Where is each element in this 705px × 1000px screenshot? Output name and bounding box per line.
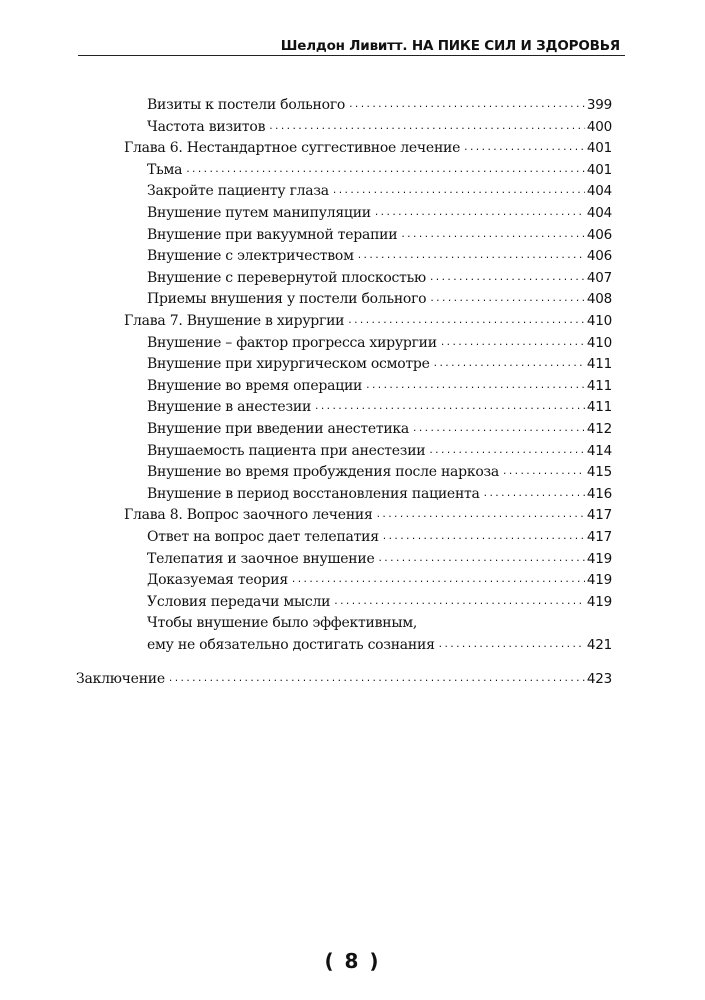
toc-entry-page: 410 <box>586 313 612 329</box>
toc-entry-page: 415 <box>586 464 612 481</box>
toc-leader-dots <box>428 444 584 459</box>
toc-leader-dots <box>168 672 585 687</box>
toc-leader-dots <box>332 184 585 199</box>
toc-leader-dots <box>429 271 585 286</box>
toc-entry-title: Закройте пациенту глаза <box>147 183 329 200</box>
toc-entry[interactable] <box>147 460 612 480</box>
toc-entry-title: Телепатия и заочное внушение <box>147 550 375 567</box>
toc-leader-dots <box>268 120 585 135</box>
toc-entry-page: 412 <box>586 421 612 437</box>
toc-entry-title: Приемы внушения у постели больного <box>147 291 427 308</box>
toc-entry-title: Доказуемая теория <box>147 572 288 589</box>
toc-leader-dots <box>347 314 585 329</box>
toc-entry-title: Визиты к постели больного <box>147 97 346 113</box>
toc-leader-dots <box>400 228 584 243</box>
toc-leader-dots <box>348 98 585 113</box>
toc-entry-title: Внушаемость пациента при анестезии <box>147 442 426 459</box>
toc-entry-title: Условия передачи мысли <box>147 593 331 610</box>
toc-leader-dots <box>333 595 585 610</box>
toc-leader-dots <box>291 573 585 588</box>
toc-entry-page: 410 <box>586 334 612 351</box>
toc-entry-page: 417 <box>586 507 612 524</box>
toc-entry[interactable] <box>147 482 612 502</box>
toc-entry[interactable] <box>147 547 612 567</box>
toc-entry-page: 406 <box>586 226 612 243</box>
toc-leader-dots <box>438 638 585 653</box>
toc-entry[interactable] <box>147 266 612 286</box>
toc-entry-page: 419 <box>586 572 612 589</box>
toc-entry-title: Глава 7. Внушение в хирургии <box>124 313 345 329</box>
toc-entry-page: 417 <box>586 529 612 545</box>
toc-entry-page: 411 <box>586 356 612 373</box>
toc-entry-title: Внушение во время операции <box>147 377 363 394</box>
toc-entry[interactable] <box>147 525 612 545</box>
toc-entry-title: Внушение во время пробуждения после наркоза <box>147 464 500 481</box>
toc-entry[interactable] <box>147 395 612 415</box>
toc-leader-dots <box>502 465 585 480</box>
toc-leader-dots <box>377 552 584 567</box>
toc-entry[interactable] <box>147 115 612 135</box>
toc-entry-title: Внушение при введении анестетика <box>147 421 410 437</box>
toc-entry-title: Внушение с электричеством <box>147 248 354 265</box>
toc-entry-page: 411 <box>586 399 612 416</box>
toc-entry-title: Заключение <box>76 671 165 687</box>
toc-entry[interactable] <box>147 179 612 199</box>
toc-entry-page: 399 <box>586 97 612 113</box>
toc-leader-dots <box>440 336 585 351</box>
toc-entry-page: 421 <box>586 637 612 653</box>
toc-entry-title: Внушение – фактор прогресса хирургии <box>147 334 437 351</box>
toc-entry[interactable] <box>147 201 612 221</box>
toc-entry[interactable] <box>147 633 612 653</box>
toc-entry-title: Тьма <box>147 161 183 178</box>
toc-entry[interactable] <box>147 223 612 243</box>
toc-entry-page: 411 <box>586 377 612 394</box>
toc-entry[interactable] <box>147 417 612 437</box>
running-header: Шелдон Ливитт. НА ПИКЕ СИЛ И ЗДОРОВЬЯ <box>280 38 620 54</box>
toc-entry-title: Внушение при вакуумной терапии <box>147 226 398 243</box>
toc-leader-dots <box>429 292 584 307</box>
toc-entry-page: 404 <box>586 205 612 221</box>
toc-entry-title: Частота визитов <box>147 118 266 135</box>
toc-entry-title: Внушение в анестезии <box>147 399 312 416</box>
toc-entry-title: ему не обязательно достигать сознания <box>147 637 435 653</box>
toc-leader-dots <box>314 400 585 415</box>
page-number: ( 8 ) <box>324 949 381 973</box>
toc-leader-dots <box>463 141 585 156</box>
toc-leader-dots <box>483 487 585 502</box>
toc-chapter-7[interactable] <box>124 309 612 329</box>
toc-leader-dots <box>374 206 585 221</box>
toc-chapter-6[interactable] <box>124 136 612 156</box>
toc-entry-title: Внушение путем манипуляции <box>147 205 371 221</box>
toc-entry-title: Глава 6. Нестандартное суггестивное лечение <box>124 140 461 157</box>
toc-entry[interactable] <box>147 244 612 264</box>
toc-entry-page: 400 <box>586 118 612 135</box>
toc-entry[interactable] <box>147 590 612 610</box>
toc-entry-page: 419 <box>586 550 612 567</box>
header-rule <box>78 55 625 56</box>
toc-leader-dots <box>433 357 585 372</box>
toc-entry-page: 408 <box>586 291 612 308</box>
toc-leader-dots <box>376 508 585 523</box>
toc-leader-dots <box>382 530 585 545</box>
toc-leader-dots <box>412 422 585 437</box>
toc-entry-page: 401 <box>586 161 612 178</box>
toc-entry-page: 406 <box>586 248 612 265</box>
toc-chapter-8[interactable] <box>124 503 612 523</box>
toc-entry-title: Внушение с перевернутой плоскостью <box>147 269 426 286</box>
toc-entry[interactable] <box>147 287 612 307</box>
toc-entry-page: 414 <box>586 442 612 459</box>
toc-entry-page: 419 <box>586 593 612 610</box>
toc-leader-dots <box>357 249 585 264</box>
toc-entry[interactable] <box>147 93 612 113</box>
toc-conclusion[interactable] <box>76 667 612 687</box>
toc-entry[interactable] <box>147 374 612 394</box>
toc-entry[interactable] <box>147 568 612 588</box>
toc-entry-title: Внушение при хирургическом осмотре <box>147 356 430 373</box>
toc-entry-title: Глава 8. Вопрос заочного лечения <box>124 507 373 524</box>
toc-entry-title-line1: Чтобы внушение было эффективным, <box>147 615 418 632</box>
toc-entry[interactable] <box>147 158 612 178</box>
toc-entry[interactable] <box>147 352 612 372</box>
toc-entry-page: 416 <box>586 485 612 502</box>
toc-leader-dots <box>365 379 585 394</box>
toc-entry-title: Внушение в период восстановления пациента <box>147 485 480 502</box>
toc-entry-page: 423 <box>586 671 612 687</box>
toc-entry-page: 407 <box>586 269 612 286</box>
toc-entry-title: Ответ на вопрос дает телепатия <box>147 529 379 545</box>
toc-entry[interactable] <box>147 439 612 459</box>
toc-entry-page: 404 <box>586 183 612 200</box>
toc-entry-page: 401 <box>586 140 612 157</box>
toc-leader-dots <box>185 163 585 178</box>
toc-entry[interactable] <box>147 331 612 351</box>
